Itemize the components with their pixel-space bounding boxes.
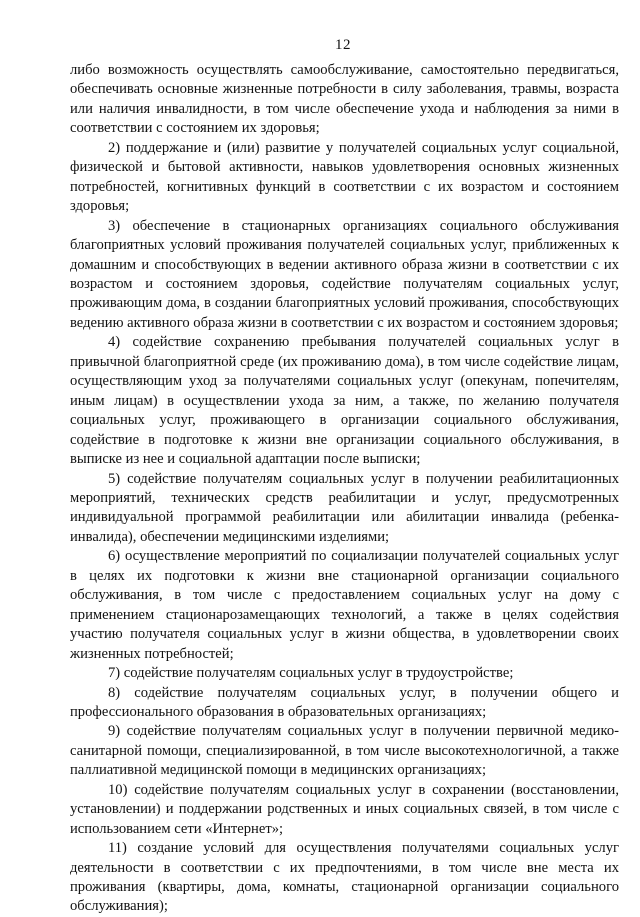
paragraph-item-8: 8) содействие получателям социальных услуг, в получении общего и профессионального образования в образовательных организациях; xyxy=(70,684,619,720)
paragraph-item-10: 10) содействие получателям социальных услуг в сохранении (восстановлении, установлении) и поддержании родственных и иных социальных связей, в том числе с использованием сети «Интернет»; xyxy=(70,781,619,837)
document-body xyxy=(70,61,619,917)
paragraph-item-2: 2) поддержание и (или) развитие у получателей социальных услуг социальной, физической и бытовой активности, навыков удовлетворения основных жизненных потребностей, когнитивных функций в соответствии с их возрастом и состоянием здоровья; xyxy=(70,139,619,215)
paragraph-item-5: 5) содействие получателям социальных услуг в получении реабилитационных мероприятий, технических средств реабилитации и услуг, предусмотренных индивидуальной программой реабилитации или абилитации инвалида (ребенка-инвалида), обеспечении медицинскими изделиями; xyxy=(70,470,619,545)
paragraph-item-4: 4) содействие сохранению пребывания получателей социальных услуг в привычной благоприятной среде (их проживанию дома), в том числе содействие лицам, осуществляющим уход за получателями социальных услуг (опекунам, попечителям, иным лицам) в осуществлении ухода за ним, а также, по желанию получателя социальных услуг, проживающего в организации социального обслуживания, содействие в подготовке к жизни вне организации социального обслуживания, в выписке из нее и социальной адаптации после выписки; xyxy=(70,334,619,468)
paragraph-item-6: 6) осуществление мероприятий по социализации получателей социальных услуг в целях их подготовки к жизни вне стационарной организации социального обслуживания, в том числе с предоставлением социальных услуг на дому с применением стационарозамещающих технологий, а также в целях содействия участию получателя социальных услуг в жизни общества, в удовлетворении своих жизненных потребностей; xyxy=(70,548,619,662)
page-number: 12 xyxy=(335,37,351,53)
paragraph-item-7: 7) содействие получателям социальных услуг в трудоустройстве; xyxy=(108,665,514,682)
paragraph-item-3: 3) обеспечение в стационарных организациях социального обслуживания благоприятных условий проживания получателей социальных услуг, приближенных к домашним и способствующих в ведении активного образа жизни в соответствии с их возрастом и состоянием здоровья, содействие получателям социальных услуг, проживающим дома, в создании благоприятных условий проживания, способствующих ведению активного образа жизни в соответствии с их возрастом и состоянием здоровья; xyxy=(70,217,619,331)
paragraph-item-11: 11) создание условий для осуществления получателями социальных услуг деятельности в соответствии с их предпочтениями, в том числе вне места их проживания (квартиры, дома, комнаты, стационарной организации социального обслуживания); xyxy=(70,840,619,915)
paragraph-item-9: 9) содействие получателям социальных услуг в получении первичной медико-санитарной помощи, специализированной, в том числе высокотехнологичной, а также паллиативной медицинской помощи в медицинских организациях; xyxy=(70,723,619,779)
paragraph-continuation: либо возможность осуществлять самообслуживание, самостоятельно передвигаться, обеспечивать основные жизненные потребности в силу заболевания, травмы, возраста или наличия инвалидности, в том числе обеспечение ухода и наблюдения за ними в соответствии с состоянием их здоровья; xyxy=(70,62,619,137)
